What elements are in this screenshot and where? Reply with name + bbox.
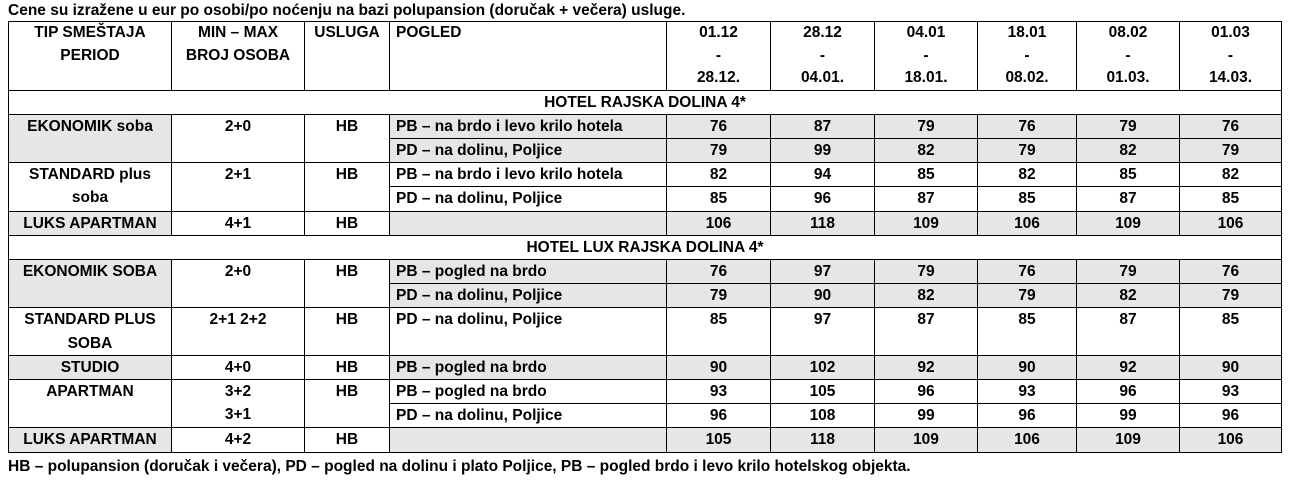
hotel-name: HOTEL LUX RAJSKA DOLINA 4*	[9, 235, 1282, 259]
price-cell: 92	[875, 355, 978, 379]
price-cell: 87	[875, 187, 978, 211]
price-cell: 76	[667, 259, 771, 283]
period-from: 01.12	[699, 24, 738, 41]
service: HB	[305, 211, 390, 235]
price-cell: 106	[1180, 428, 1282, 452]
price-cell: 82	[875, 284, 978, 308]
price-cell: 85	[1180, 308, 1282, 355]
price-cell: 87	[875, 308, 978, 355]
price-cell: 85	[875, 163, 978, 187]
room-type	[9, 379, 172, 427]
price-cell: 85	[978, 187, 1077, 211]
persons	[172, 308, 305, 355]
price-cell: 79	[667, 284, 771, 308]
view-description: PB – pogled na brdo	[390, 379, 667, 403]
view-description: PD – na dolinu, Poljice	[390, 284, 667, 308]
price-cell: 109	[875, 428, 978, 452]
view-description	[390, 211, 667, 235]
period-from: 28.12	[803, 24, 842, 41]
header-tip-line2: PERIOD	[60, 46, 120, 64]
header-minmax	[172, 22, 305, 91]
price-cell: 85	[978, 308, 1077, 355]
price-cell: 96	[1180, 404, 1282, 428]
price-cell: 109	[875, 211, 978, 235]
price-cell: 118	[771, 211, 875, 235]
room-type-line: LUKS APARTMAN	[23, 214, 157, 232]
persons	[172, 211, 305, 235]
period-sep: -	[819, 46, 826, 64]
price-cell: 79	[978, 284, 1077, 308]
header-minmax-line1: MIN – MAX	[197, 24, 279, 41]
view-description: PB – na brdo i levo krilo hotela	[390, 163, 667, 187]
header-pogled: POGLED	[390, 22, 667, 91]
period-from: 08.02	[1108, 24, 1148, 41]
price-cell: 108	[771, 404, 875, 428]
price-cell: 99	[1077, 404, 1180, 428]
period-to: 01.03.	[1106, 69, 1150, 86]
price-cell: 96	[875, 379, 978, 403]
price-cell: 79	[1077, 114, 1180, 138]
room-type-line: EKONOMIK soba	[27, 117, 153, 135]
service: HB	[305, 355, 390, 379]
price-cell: 85	[1077, 163, 1180, 187]
price-cell: 82	[1077, 138, 1180, 162]
persons	[172, 114, 305, 162]
room-type-line: EKONOMIK SOBA	[22, 262, 158, 280]
hotel-header-row	[9, 90, 1282, 114]
persons	[172, 259, 305, 307]
price-cell: 79	[875, 259, 978, 283]
price-cell: 96	[771, 187, 875, 211]
price-cell: 99	[875, 404, 978, 428]
price-cell: 109	[1077, 211, 1180, 235]
persons-line: 4+2	[224, 431, 252, 449]
price-cell: 79	[667, 138, 771, 162]
price-cell: 82	[978, 163, 1077, 187]
price-cell: 87	[771, 114, 875, 138]
room-type	[9, 308, 172, 355]
table-row	[9, 163, 1282, 187]
room-type	[9, 355, 172, 379]
period-from: 01.03	[1211, 24, 1250, 41]
persons	[172, 379, 305, 427]
persons	[172, 163, 305, 211]
period-to: 28.12.	[696, 69, 741, 86]
table-row	[9, 428, 1282, 452]
room-type-line: soba	[71, 189, 109, 207]
room-type	[9, 211, 172, 235]
period-from: 04.01	[906, 24, 946, 41]
price-cell: 85	[1180, 187, 1282, 211]
price-cell: 93	[1180, 379, 1282, 403]
legend-footnote: HB – polupansion (doručak i večera), PD – pogled na dolinu i plato Poljice, PB – pogled brdo i levo krilo hotelskog objekta.	[8, 458, 911, 475]
persons	[172, 355, 305, 379]
persons-line: 4+1	[224, 214, 252, 232]
header-minmax-line2: BROJ OSOBA	[185, 46, 291, 64]
view-description: PB – pogled na brdo	[390, 259, 667, 283]
period-from: 18.01	[1007, 24, 1047, 41]
persons-line: 3+1	[224, 406, 252, 424]
price-cell: 76	[978, 114, 1077, 138]
price-cell: 85	[667, 187, 771, 211]
price-cell: 99	[771, 138, 875, 162]
price-cell: 90	[1180, 355, 1282, 379]
service: HB	[305, 163, 390, 211]
persons-line: 4+0	[224, 358, 252, 376]
period-sep: -	[923, 46, 929, 64]
hotel-header-row	[9, 235, 1282, 259]
price-cell: 106	[978, 428, 1077, 452]
price-cell: 76	[978, 259, 1077, 283]
price-cell: 92	[1077, 355, 1180, 379]
period-to: 04.01.	[800, 69, 845, 86]
price-cell: 76	[667, 114, 771, 138]
room-type-line: APARTMAN	[46, 382, 134, 400]
price-cell: 90	[978, 355, 1077, 379]
price-cell: 90	[667, 355, 771, 379]
table-row	[9, 259, 1282, 283]
price-cell: 96	[1077, 379, 1180, 403]
price-cell: 87	[1077, 187, 1180, 211]
service: HB	[305, 114, 390, 162]
price-cell: 85	[667, 308, 771, 355]
view-description: PD – na dolinu, Poljice	[390, 187, 667, 211]
header-period	[978, 22, 1077, 91]
price-cell: 79	[978, 138, 1077, 162]
price-cell: 96	[667, 404, 771, 428]
price-cell: 94	[771, 163, 875, 187]
price-table	[8, 21, 1282, 453]
header-period	[1180, 22, 1282, 91]
room-type	[9, 428, 172, 452]
room-type	[9, 259, 172, 307]
table-row	[9, 379, 1282, 403]
room-type-line: STUDIO	[60, 358, 120, 376]
price-cell: 106	[978, 211, 1077, 235]
header-row	[9, 22, 1282, 91]
price-cell: 106	[1180, 211, 1282, 235]
price-cell: 105	[771, 379, 875, 403]
hotel-name: HOTEL RAJSKA DOLINA 4*	[9, 90, 1282, 114]
header-period	[875, 22, 978, 91]
price-cell: 106	[667, 211, 771, 235]
price-cell: 76	[1180, 114, 1282, 138]
view-description: PD – na dolinu, Poljice	[390, 308, 667, 355]
price-cell: 93	[667, 379, 771, 403]
header-tip-line1: TIP SMEŠTAJA	[34, 24, 146, 41]
service: HB	[305, 308, 390, 355]
price-cell: 118	[771, 428, 875, 452]
price-cell: 82	[667, 163, 771, 187]
header-period	[771, 22, 875, 91]
table-row	[9, 308, 1282, 355]
persons-line: 2+1 2+2	[209, 311, 267, 329]
price-cell: 96	[978, 404, 1077, 428]
view-description: PB – na brdo i levo krilo hotela	[390, 114, 667, 138]
room-type	[9, 114, 172, 162]
persons	[172, 428, 305, 452]
price-cell: 93	[978, 379, 1077, 403]
persons-line: 2+0	[224, 117, 252, 135]
room-type	[9, 163, 172, 211]
period-sep: -	[715, 46, 722, 64]
service: HB	[305, 259, 390, 307]
price-cell: 90	[771, 284, 875, 308]
service: HB	[305, 428, 390, 452]
price-caption: Cene su izražene u eur po osobi/po noćenju na bazi polupansion (doručak + večera) usluge.	[8, 2, 686, 19]
period-to: 18.01.	[904, 69, 948, 86]
price-cell: 102	[771, 355, 875, 379]
price-cell: 97	[771, 308, 875, 355]
room-type-line: LUKS APARTMAN	[23, 431, 157, 449]
table-row	[9, 211, 1282, 235]
view-description: PD – na dolinu, Poljice	[390, 138, 667, 162]
service: HB	[305, 379, 390, 427]
price-cell: 82	[875, 138, 978, 162]
header-usluga: USLUGA	[305, 22, 390, 91]
price-cell: 79	[875, 114, 978, 138]
price-cell: 79	[1180, 138, 1282, 162]
room-type-line: STANDARD plus	[29, 166, 151, 184]
price-cell: 79	[1077, 259, 1180, 283]
price-cell: 82	[1077, 284, 1180, 308]
persons-line: 2+0	[224, 262, 252, 280]
period-to: 14.03.	[1208, 69, 1253, 86]
price-cell: 79	[1180, 284, 1282, 308]
room-type-line: SOBA	[67, 334, 113, 352]
period-sep: -	[1227, 46, 1234, 64]
table-row	[9, 355, 1282, 379]
price-cell: 105	[667, 428, 771, 452]
header-period	[667, 22, 771, 91]
price-cell: 97	[771, 259, 875, 283]
header-tip	[9, 22, 172, 91]
persons-line: 2+1	[224, 166, 252, 184]
price-cell: 82	[1180, 163, 1282, 187]
price-cell: 109	[1077, 428, 1180, 452]
header-period	[1077, 22, 1180, 91]
price-cell: 87	[1077, 308, 1180, 355]
room-type-line: STANDARD PLUS	[24, 311, 156, 329]
period-to: 08.02.	[1005, 69, 1049, 86]
view-description: PD – na dolinu, Poljice	[390, 404, 667, 428]
period-sep: -	[1024, 46, 1030, 64]
persons-line: 3+2	[224, 382, 252, 400]
view-description	[390, 428, 667, 452]
price-cell: 76	[1180, 259, 1282, 283]
view-description: PB – pogled na brdo	[390, 355, 667, 379]
table-row	[9, 114, 1282, 138]
period-sep: -	[1125, 46, 1131, 64]
